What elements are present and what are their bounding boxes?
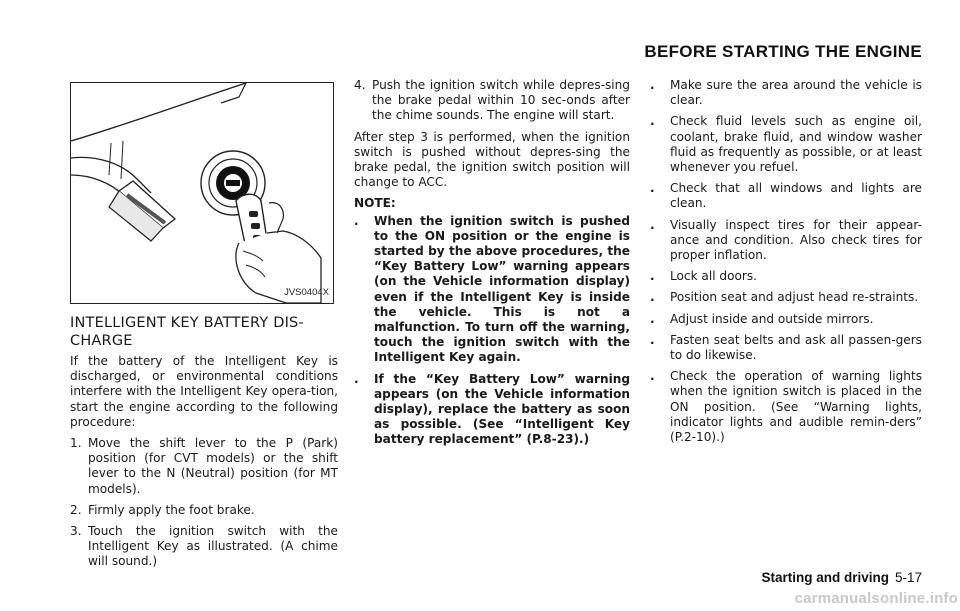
column-left (70, 82, 338, 576)
step-number: 4. (354, 78, 366, 92)
bullet-mark: . (650, 290, 655, 305)
checklist-item (650, 333, 922, 363)
checklist-text: Make sure the area around the vehicle is clear. (670, 78, 922, 108)
bullet-mark: . (354, 371, 359, 386)
watermark: carmanualsonline.info (794, 590, 958, 607)
note-text: When the ignition switch is pushed to the ON position or the engine is started by the above procedures, the “Key Battery Low” warning appears (on the Vehicle information display) even if the Intelligent Key is inside the vehicle. This is not a malfunction. To turn off the warning, touch the ignition switch with the Intelligent Key again. (374, 213, 630, 365)
checklist-text: Check that all windows and lights are clean. (670, 181, 922, 211)
section-title: INTELLIGENT KEY BATTERY DIS-CHARGE (70, 315, 304, 349)
checklist-item (650, 269, 922, 284)
checklist-item (650, 181, 922, 211)
step-number: 3. (70, 524, 82, 539)
checklist-text: Fasten seat belts and ask all passen-gers to do likewise. (670, 332, 922, 363)
key-ignition-drawing (71, 83, 333, 303)
step-text: Touch the ignition switch with the Intelligent Key as illustrated. (A chime will sound.) (88, 524, 338, 569)
note-item (354, 372, 630, 448)
step-item (70, 503, 338, 518)
step-text: Move the shift lever to the P (Park) position (for CVT models) or the shift lever to the N (Neutral) position (for MT models). (88, 436, 338, 496)
step-item (70, 524, 338, 570)
note-label: NOTE: (354, 196, 396, 211)
bullet-mark: . (650, 114, 655, 129)
note-text: If the “Key Battery Low” warning appears (on the Vehicle information display), replace the battery as soon as possible. (See “Intelligent Key battery replacement” (P.8-23).) (374, 371, 630, 447)
column-middle (354, 78, 630, 454)
bullet-mark: . (650, 181, 655, 196)
intro-paragraph: If the battery of the Intelligent Key is discharged, or environmental conditions interfere with the Intelligent Key opera-tion, start the engine according to the following procedure: (70, 354, 338, 429)
checklist-text: Position seat and adjust head re-straints. (670, 290, 919, 305)
checklist-text: Visually inspect tires for their appear-ance and condition. Also check tires for proper inflation. (670, 217, 922, 263)
page-header: BEFORE STARTING THE ENGINE (644, 42, 922, 61)
checklist-item (650, 114, 922, 175)
step-number: 1. (70, 436, 82, 451)
step-item (354, 78, 630, 124)
bullet-mark: . (354, 213, 359, 228)
bullet-mark: . (650, 78, 655, 92)
bullet-mark: . (650, 269, 655, 284)
page-footer (761, 570, 922, 585)
column-right (650, 78, 922, 451)
footer-section: Starting and driving (761, 570, 889, 585)
checklist-text: Lock all doors. (670, 269, 757, 284)
after-paragraph: After step 3 is performed, when the ignition switch is pushed without depres-sing the brake pedal, the ignition switch position will change to ACC. (354, 129, 630, 190)
checklist-item (650, 218, 922, 264)
checklist-item (650, 312, 922, 327)
checklist-item (650, 78, 922, 108)
step-item (70, 436, 338, 497)
checklist-text: Check fluid levels such as engine oil, coolant, brake fluid, and window washer fluid as frequently as possible, or at least whenever you refuel. (670, 114, 922, 175)
bullet-mark: . (650, 332, 655, 347)
note-item (354, 214, 630, 366)
illustration-key-touch (70, 82, 334, 304)
bullet-mark: . (650, 311, 655, 326)
figure-id: JVS0404X (284, 286, 329, 298)
checklist-item (650, 369, 922, 445)
step-number: 2. (70, 502, 82, 517)
bullet-mark: . (650, 369, 655, 384)
checklist-text: Check the operation of warning lights when the ignition switch is placed in the ON position. (See “Warning lights, indicator lights and audible remin-ders” (P.2-10).) (670, 369, 922, 445)
checklist-item (650, 290, 922, 305)
checklist-text: Adjust inside and outside mirrors. (670, 311, 874, 326)
page-number: 5-17 (894, 570, 922, 585)
step-text: Firmly apply the foot brake. (88, 502, 255, 517)
bullet-mark: . (650, 217, 655, 232)
step-text: Push the ignition switch while depres-sing the brake pedal within 10 sec-onds after the chime sounds. The engine will start. (372, 78, 630, 123)
